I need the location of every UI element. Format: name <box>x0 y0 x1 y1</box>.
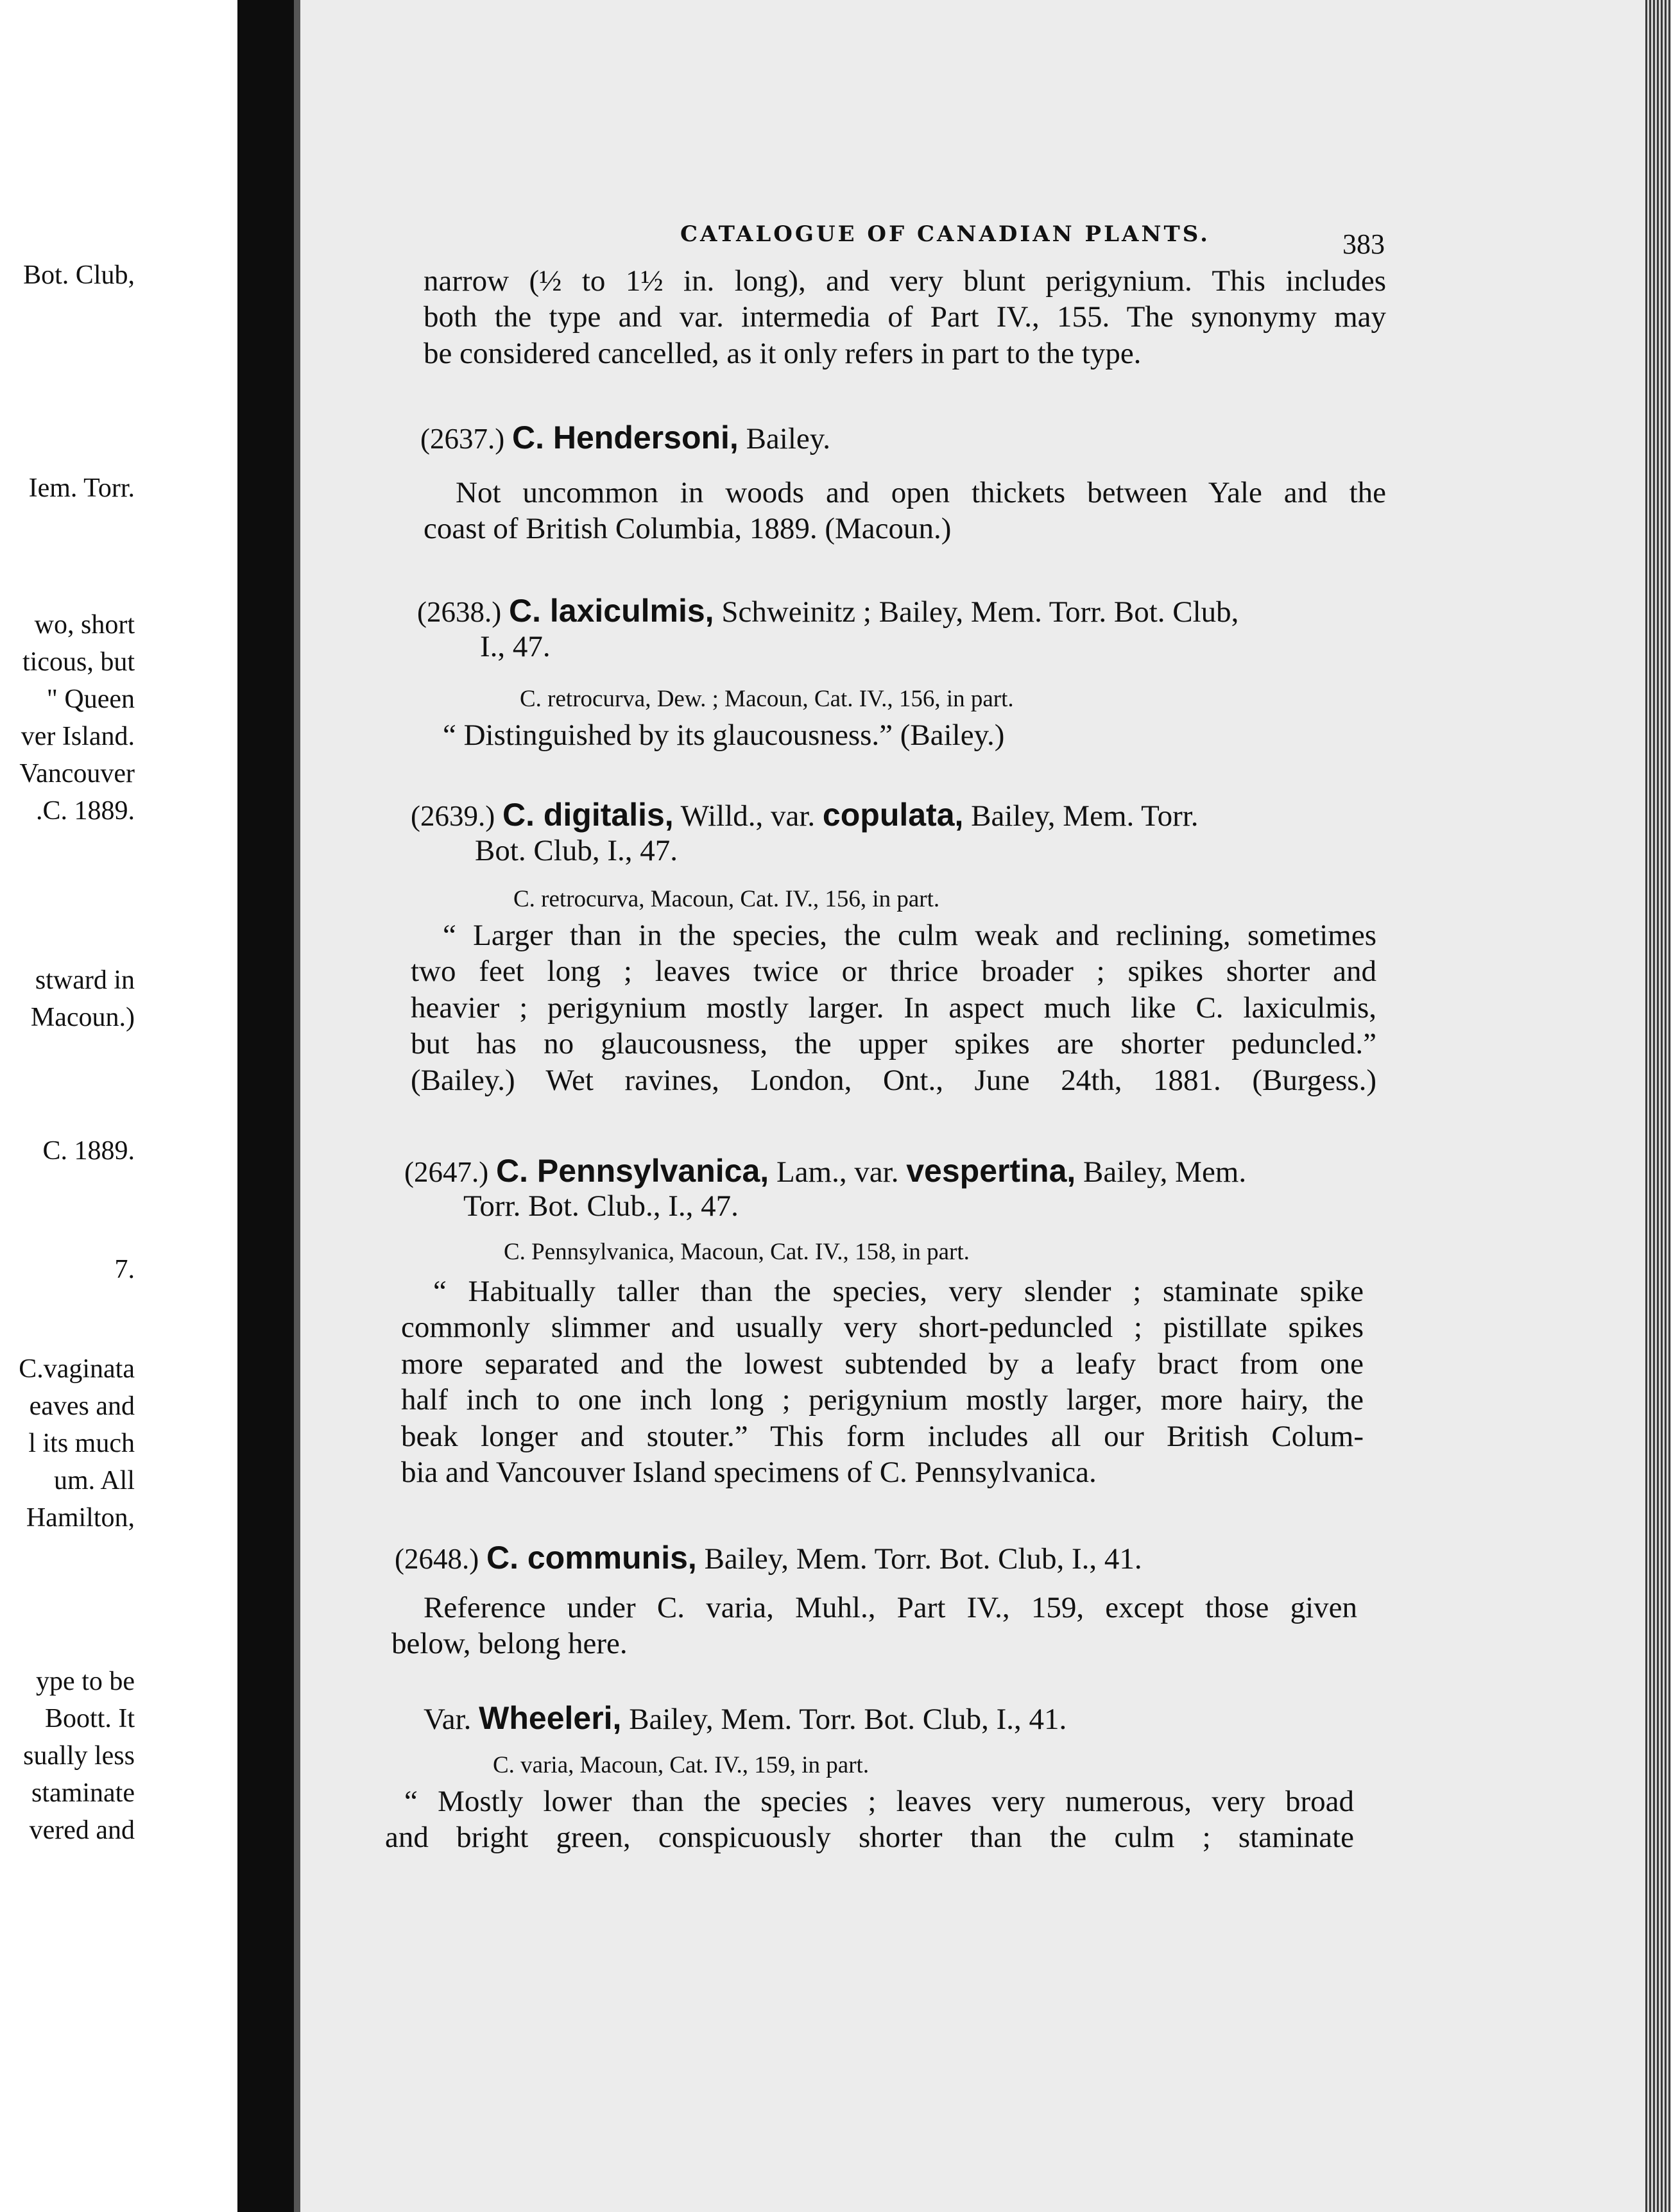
species-name: C. Hendersoni, <box>511 420 739 455</box>
entry-heading-2638 <box>417 591 1238 630</box>
synonym-line: C. retrocurva, Macoun, Cat. IV., 156, in part. <box>513 886 940 912</box>
authority: Bailey, Mem. Torr. Bot. Club, I., 41. <box>704 1542 1142 1576</box>
synonym-line: C. retrocurva, Dew. ; Macoun, Cat. IV., 156, in part. <box>520 686 1014 712</box>
variety-name: copulata, <box>822 797 964 833</box>
left-page-text-fragment: " Queen <box>46 685 135 714</box>
body-line: bia and Vancouver Island specimens of C. Pennsylvanica. <box>401 1455 1097 1489</box>
left-page-text-fragment: eaves and <box>29 1391 135 1421</box>
left-page-fragment <box>0 0 237 2212</box>
entry-number: (2639.) <box>411 800 495 832</box>
entry-heading-2637 <box>420 418 830 457</box>
species-name: C. digitalis, <box>502 797 674 833</box>
body-line: Reference under C. varia, Muhl., Part IV., 159, except those given <box>424 1591 1357 1624</box>
species-name: C. communis, <box>486 1540 697 1576</box>
entry-body-2639 <box>411 917 1376 1098</box>
body-line: more separated and the lowest subtended by a leafy bract from one <box>401 1347 1364 1381</box>
left-page-text-fragment: wo, short <box>34 610 135 640</box>
synonym-line: C. varia, Macoun, Cat. IV., 159, in part. <box>493 1752 870 1778</box>
left-page-text-fragment: stward in <box>35 966 135 995</box>
authority: Bailey, Mem. <box>1083 1155 1247 1189</box>
left-page-text-fragment: Hamilton, <box>26 1503 135 1533</box>
body-line: commonly slimmer and usually very short-peduncled ; pistillate spikes <box>401 1311 1364 1345</box>
authority-continued: Torr. Bot. Club., I., 47. <box>463 1189 739 1223</box>
body-line: (Bailey.) Wet ravines, London, Ont., June 24th, 1881. (Burgess.) <box>411 1063 1376 1097</box>
body-line: two feet long ; leaves twice or thrice broader ; spikes shorter and <box>411 955 1376 989</box>
left-page-text-fragment: ype to be <box>36 1667 135 1696</box>
variety-name: Wheeleri, <box>479 1700 622 1736</box>
intro-paragraph <box>424 263 1386 371</box>
authority-continued: Bot. Club, I., 47. <box>475 834 678 867</box>
body-line: “ Larger than in the species, the culm weak and reclining, sometimes <box>443 919 1376 952</box>
entry-heading-2648 <box>395 1538 1142 1577</box>
gutter-edge <box>294 0 300 2212</box>
left-page-text-fragment: Boott. It <box>44 1704 135 1733</box>
authority: Willd., var. <box>680 799 816 833</box>
left-page-text-fragment: l its much <box>28 1429 135 1458</box>
body-line: below, belong here. <box>391 1627 628 1661</box>
body-line: half inch to one inch long ; perigynium mostly larger, more hairy, the <box>401 1383 1364 1417</box>
left-page-text-fragment: C. 1889. <box>42 1136 135 1166</box>
left-page-text-fragment: .C. 1889. <box>35 796 135 826</box>
species-name: C. laxiculmis, <box>508 593 714 629</box>
left-page-text-fragment: vered and <box>29 1816 135 1845</box>
authority: Lam., var. <box>776 1155 899 1189</box>
entry-number: (2637.) <box>420 423 505 455</box>
entry-number: (2647.) <box>404 1156 489 1188</box>
left-page-text-fragment: um. All <box>53 1466 135 1495</box>
body-line: and bright green, conspicuously shorter than the culm ; staminate <box>385 1821 1354 1855</box>
left-page-text-fragment: ver Island. <box>21 722 135 751</box>
body-line: beak longer and stouter.” This form includes all our British Colum- <box>401 1419 1364 1453</box>
left-page-text-fragment: Bot. Club, <box>23 260 135 290</box>
intro-line: both the type and var. intermedia of Part IV., 155. The synonymy may <box>424 300 1386 334</box>
running-title: CATALOGUE OF CANADIAN PLANTS. <box>680 221 1210 247</box>
body-line: “ Habitually taller than the species, very slender ; staminate spike <box>433 1275 1364 1308</box>
authority: Bailey, Mem. Torr. <box>971 799 1199 833</box>
entry-number: (2638.) <box>417 596 502 628</box>
book-gutter <box>237 0 294 2212</box>
left-page-text-fragment: staminate <box>31 1778 135 1808</box>
left-page-text-fragment: C.vaginata <box>19 1354 135 1384</box>
species-name: C. Pennsylvanica, <box>495 1153 769 1189</box>
variety-name: vespertina, <box>906 1153 1076 1189</box>
authority: Bailey. <box>746 422 830 455</box>
page-number: 383 <box>1342 228 1385 260</box>
entry-body-wheeleri <box>385 1783 1354 1856</box>
entry-body-2647 <box>401 1273 1364 1490</box>
left-page-text-fragment: Vancouver <box>19 759 135 788</box>
intro-line: be considered cancelled, as it only refers in part to the type. <box>424 336 1142 370</box>
entry-heading-2639 <box>411 795 1199 834</box>
left-page-text-fragment: Macoun.) <box>30 1003 135 1032</box>
left-page-text-fragment: sually less <box>23 1741 135 1771</box>
left-page-text-fragment: 7. <box>114 1255 135 1284</box>
left-page-text-fragment: ticous, but <box>22 647 135 677</box>
quote-line: “ Distinguished by its glaucousness.” (Bailey.) <box>443 719 1005 752</box>
authority-continued: I., 47. <box>480 630 551 663</box>
body-line: coast of British Columbia, 1889. (Macoun.) <box>424 512 952 546</box>
authority: Schweinitz ; Bailey, Mem. Torr. Bot. Club, <box>721 595 1239 629</box>
variety-heading-wheeleri <box>424 1699 1067 1737</box>
synonym-line: C. Pennsylvanica, Macoun, Cat. IV., 158, in part. <box>504 1239 970 1265</box>
entry-heading-2647 <box>404 1152 1246 1190</box>
body-line: but has no glaucousness, the upper spikes are shorter peduncled.” <box>411 1027 1376 1061</box>
entry-body-2648 <box>391 1590 1357 1662</box>
entry-number: (2648.) <box>395 1543 479 1575</box>
body-line: “ Mostly lower than the species ; leaves very numerous, very broad <box>404 1785 1354 1818</box>
page-stack-edge <box>1645 0 1671 2212</box>
left-page-text-fragment: Iem. Torr. <box>28 473 135 503</box>
body-line: heavier ; perigynium mostly larger. In aspect much like C. laxiculmis, <box>411 991 1376 1025</box>
body-line: Not uncommon in woods and open thickets between Yale and the <box>456 476 1386 509</box>
authority: Bailey, Mem. Torr. Bot. Club, I., 41. <box>629 1703 1067 1736</box>
entry-body-2637 <box>424 475 1386 547</box>
intro-line: narrow (½ to 1½ in. long), and very blunt perigynium. This includes <box>424 264 1386 298</box>
var-prefix: Var. <box>424 1703 472 1736</box>
